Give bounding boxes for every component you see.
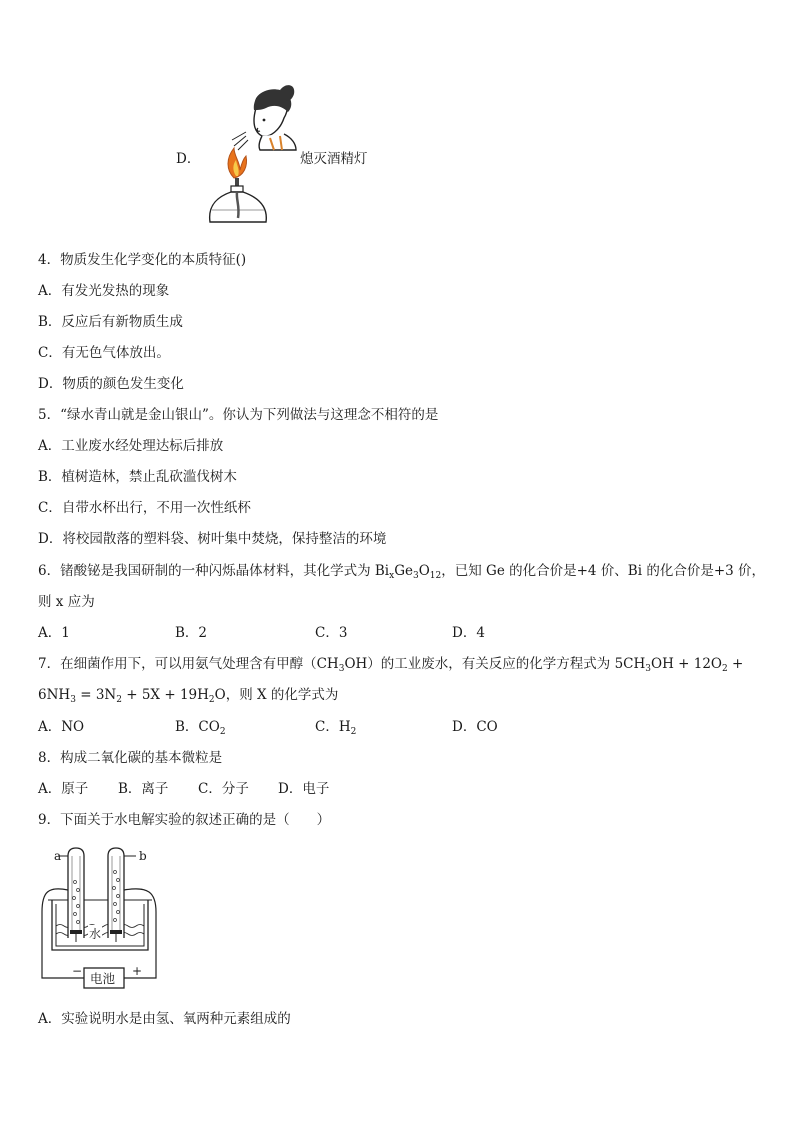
q6-option-b: B．2 — [175, 625, 208, 641]
battery-plus-label: + — [132, 964, 143, 978]
q6-stem: 6．锗酸铋是我国研制的一种闪烁晶体材料，其化学式为 $Bi_xGe_3O_{12}$，已知 Ge 的化合价是+4 价、Bi 的化合价是+3 价， — [38, 563, 766, 581]
q5-stem: 5．“绿水青山就是金山银山”。你认为下列做法与这理念不相符的是 — [38, 407, 439, 423]
q3-option-d-letter: D． — [176, 151, 201, 167]
q8-option-b: B．离子 — [118, 781, 169, 797]
tube-label-b: b — [139, 849, 147, 863]
q7-stem-line1: 7．在细菌作用下，可以用氨气处理含有甲醇$(CH_3OH)$的工业废水，有关反应的化学方程式为 $5CH_3OH + 12O_2$ + — [38, 656, 744, 674]
q5-option-c: C．自带水杯出行，不用一次性纸杯 — [38, 500, 251, 516]
q5-option-b: B．植树造林，禁止乱砍滥伐树木 — [38, 469, 237, 485]
q4-option-b: B．反应后有新物质生成 — [38, 314, 183, 330]
q6-option-c: C．3 — [315, 625, 348, 641]
q6-option-a: A．1 — [38, 625, 70, 641]
q4-option-c: C．有无色气体放出。 — [38, 345, 170, 361]
battery-label: 电池 — [90, 971, 116, 986]
q6-stem-line2: 则 x 应为 — [38, 594, 95, 610]
q9-option-a: A．实验说明水是由氢、氧两种元素组成的 — [38, 1011, 291, 1027]
q8-option-d: D．电子 — [278, 781, 330, 797]
q7-option-a: A．NO — [38, 719, 85, 735]
q4-option-d: D．物质的颜色发生变化 — [38, 376, 184, 392]
battery-minus-label: − — [72, 964, 83, 978]
q5-option-a: A．工业废水经处理达标后排放 — [38, 438, 224, 454]
q7-option-c: C．$H_2$ — [315, 719, 357, 737]
q7-option-d: D．CO — [452, 719, 498, 735]
q7-option-b: B．$CO_2$ — [175, 719, 226, 737]
tube-label-a: a — [54, 849, 62, 863]
q8-stem: 8．构成二氧化碳的基本微粒是 — [38, 750, 223, 766]
q7-stem-line2: $6NH_3 = 3N_2 + 5X + 19H_2O$，则 X 的化学式为 — [38, 687, 339, 705]
q8-option-a: A．原子 — [38, 781, 89, 797]
q4-stem: 4．物质发生化学变化的本质特征() — [38, 252, 247, 268]
water-label: 水 — [89, 927, 102, 941]
q8-option-c: C．分子 — [198, 781, 249, 797]
q3-option-d-caption: 熄灭酒精灯 — [300, 151, 368, 167]
q4-option-a: A．有发光发热的现象 — [38, 283, 170, 299]
q5-option-d: D．将校园散落的塑料袋、树叶集中焚烧，保持整洁的环境 — [38, 531, 387, 547]
blow-out-lamp-illustration — [200, 82, 300, 227]
q9-stem: 9．下面关于水电解实验的叙述正确的是（ ） — [38, 812, 331, 828]
q6-option-d: D．4 — [452, 625, 485, 641]
